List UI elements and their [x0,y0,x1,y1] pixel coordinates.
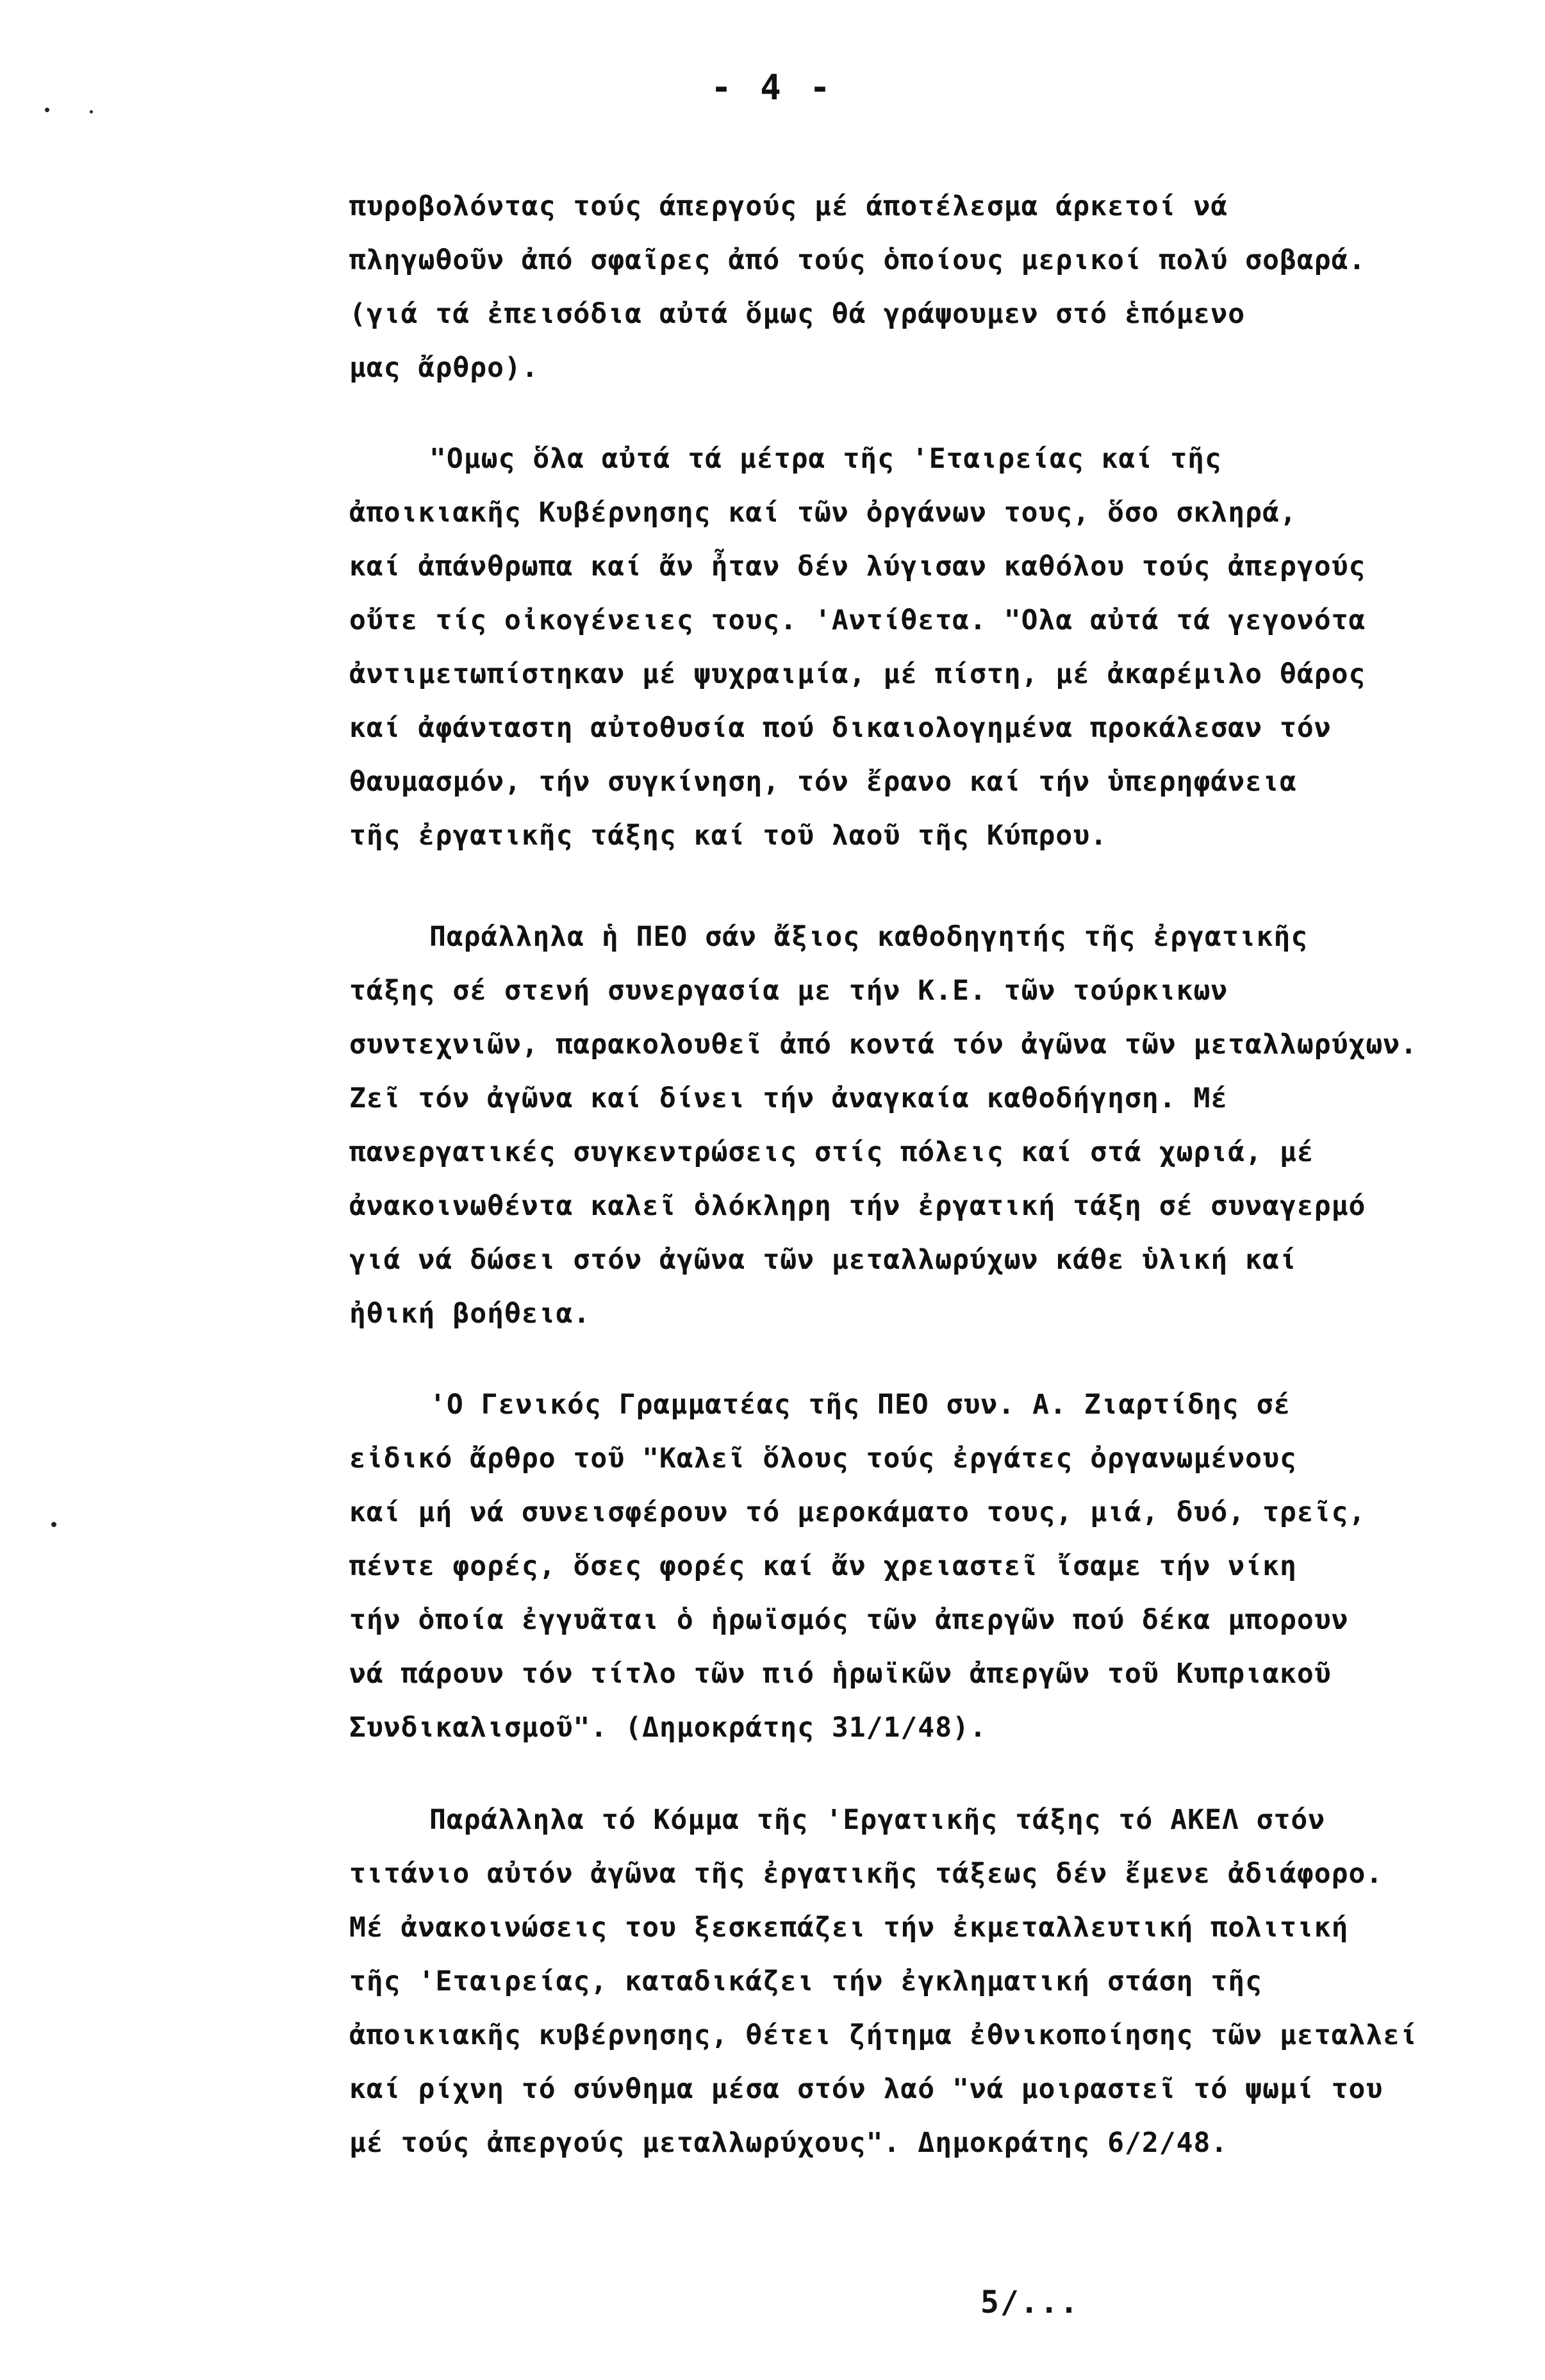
text-line: μέ τούς ἀπεργούς μεταλλωρύχους". Δημοκράτης 6/2/48. [349,2127,1228,2159]
text-line: Συνδικαλισμοῦ". (Δημοκράτης 31/1/48). [349,1712,987,1744]
text-line: καί ἀφάνταστη αὐτοθυσία πού δικαιολογημένα προκάλεσαν τόν [349,712,1332,744]
text-line: καί ρίχνη τό σύνθημα μέσα στόν λαό "νά μοιραστεῖ τό ψωμί του [349,2073,1384,2105]
text-line: Ζεῖ τόν ἀγῶνα καί δίνει τήν ἀναγκαία καθοδήγηση. Μέ [349,1082,1228,1114]
text-line: τῆς 'Εταιρείας, καταδικάζει τήν ἐγκληματική στάση τῆς [349,1965,1263,1997]
text-line: ἠθική βοήθεια. [349,1298,591,1330]
text-line: Μέ ἀνακοινώσεις του ξεσκεπάζει τήν ἐκμεταλλευτική πολιτική [349,1912,1349,1944]
text-line: τιτάνιο αὐτόν ἀγῶνα τῆς ἐργατικῆς τάξεως δέν ἔμενε ἀδιάφορο. [349,1858,1384,1890]
text-line: πληγωθοῦν ἀπό σφαῖρες ἀπό τούς ὁποίους μερικοί πολύ σοβαρά. [349,244,1366,276]
text-line: (γιά τά ἐπεισόδια αὐτά ὅμως θά γράψουμεν στό ἑπόμενο [349,298,1246,330]
text-line: Παράλληλα ἡ ΠΕΟ σάν ἄξιος καθοδηγητής τῆς ἐργατικῆς [429,921,1309,953]
text-line: μας ἄρθρο). [349,352,539,384]
text-line: καί μή νά συνεισφέρουν τό μεροκάματο τους, μιά, δυό, τρεῖς, [349,1496,1366,1528]
text-line: τήν ὁποία ἐγγυᾶται ὁ ἡρωϊσμός τῶν ἀπεργῶν πού δέκα μπορουν [349,1604,1349,1636]
text-line: εἰδικό ἄρθρο τοῦ "Καλεῖ ὅλους τούς ἐργάτες ὀργανωμένους [349,1442,1297,1475]
text-line: Παράλληλα τό Κόμμα τῆς 'Εργατικῆς τάξης τό ΑΚΕΛ στόν [429,1804,1326,1836]
text-line: ἀνακοινωθέντα καλεῖ ὁλόκληρη τήν ἐργατική τάξη σέ συναγερμό [349,1190,1366,1222]
text-line: συντεχνιῶν, παρακολουθεῖ ἀπό κοντά τόν ἀγῶνα τῶν μεταλλωρύχων. [349,1029,1418,1061]
text-line: οὔτε τίς οἰκογένειες τους. 'Αντίθετα. "Ολα αὐτά τά γεγονότα [349,604,1366,636]
document-body [349,179,1522,2170]
paragraph-1 [349,179,1522,395]
scan-speck [51,1522,56,1527]
text-line: "Ομως ὅλα αὐτά τά μέτρα τῆς 'Εταιρείας καί τῆς [429,443,1222,475]
page-number: - 4 - [711,67,834,108]
paragraph-5 [349,1793,1522,2170]
paragraph-4 [349,1378,1522,1755]
paragraph-2 [349,432,1522,863]
text-line: νά πάρουν τόν τίτλο τῶν πιό ἡρωϊκῶν ἀπεργῶν τοῦ Κυπριακοῦ [349,1658,1332,1690]
text-line: ἀποικιακῆς κυβέρνησης, θέτει ζήτημα ἐθνικοποίησης τῶν μεταλλεί [349,2019,1418,2051]
continuation-marker: 5/... [980,2285,1080,2320]
text-line: τάξης σέ στενή συνεργασία με τήν Κ.Ε. τῶν τούρκικων [349,975,1228,1007]
text-line: θαυμασμόν, τήν συγκίνηση, τόν ἔρανο καί τήν ὑπερηφάνεια [349,766,1297,798]
text-line: πέντε φορές, ὅσες φορές καί ἄν χρειαστεῖ ἴσαμε τήν νίκη [349,1550,1297,1582]
text-line: καί ἀπάνθρωπα καί ἄν ἦταν δέν λύγισαν καθόλου τούς ἀπεργούς [349,550,1366,583]
text-line: 'Ο Γενικός Γραμματέας τῆς ΠΕΟ συν. Α. Ζιαρτίδης σέ [429,1389,1291,1421]
text-line: πανεργατικές συγκεντρώσεις στίς πόλεις καί στά χωριά, μέ [349,1136,1314,1168]
text-line: γιά νά δώσει στόν ἀγῶνα τῶν μεταλλωρύχων κάθε ὑλική καί [349,1244,1297,1276]
scan-speck [45,108,49,112]
paragraph-3 [349,910,1522,1341]
text-line: πυροβολόντας τούς άπεργούς μέ άποτέλεσμα άρκετοί νά [349,190,1228,222]
scan-speck [90,110,93,113]
text-line: ἀντιμετωπίστηκαν μέ ψυχραιμία, μέ πίστη, μέ ἀκαρέμιλο θάρος [349,658,1366,690]
text-line: ἀποικιακῆς Κυβέρνησης καί τῶν ὀργάνων τους, ὅσο σκληρά, [349,497,1297,529]
text-line: τῆς ἐργατικῆς τάξης καί τοῦ λαοῦ τῆς Κύπρου. [349,820,1108,852]
